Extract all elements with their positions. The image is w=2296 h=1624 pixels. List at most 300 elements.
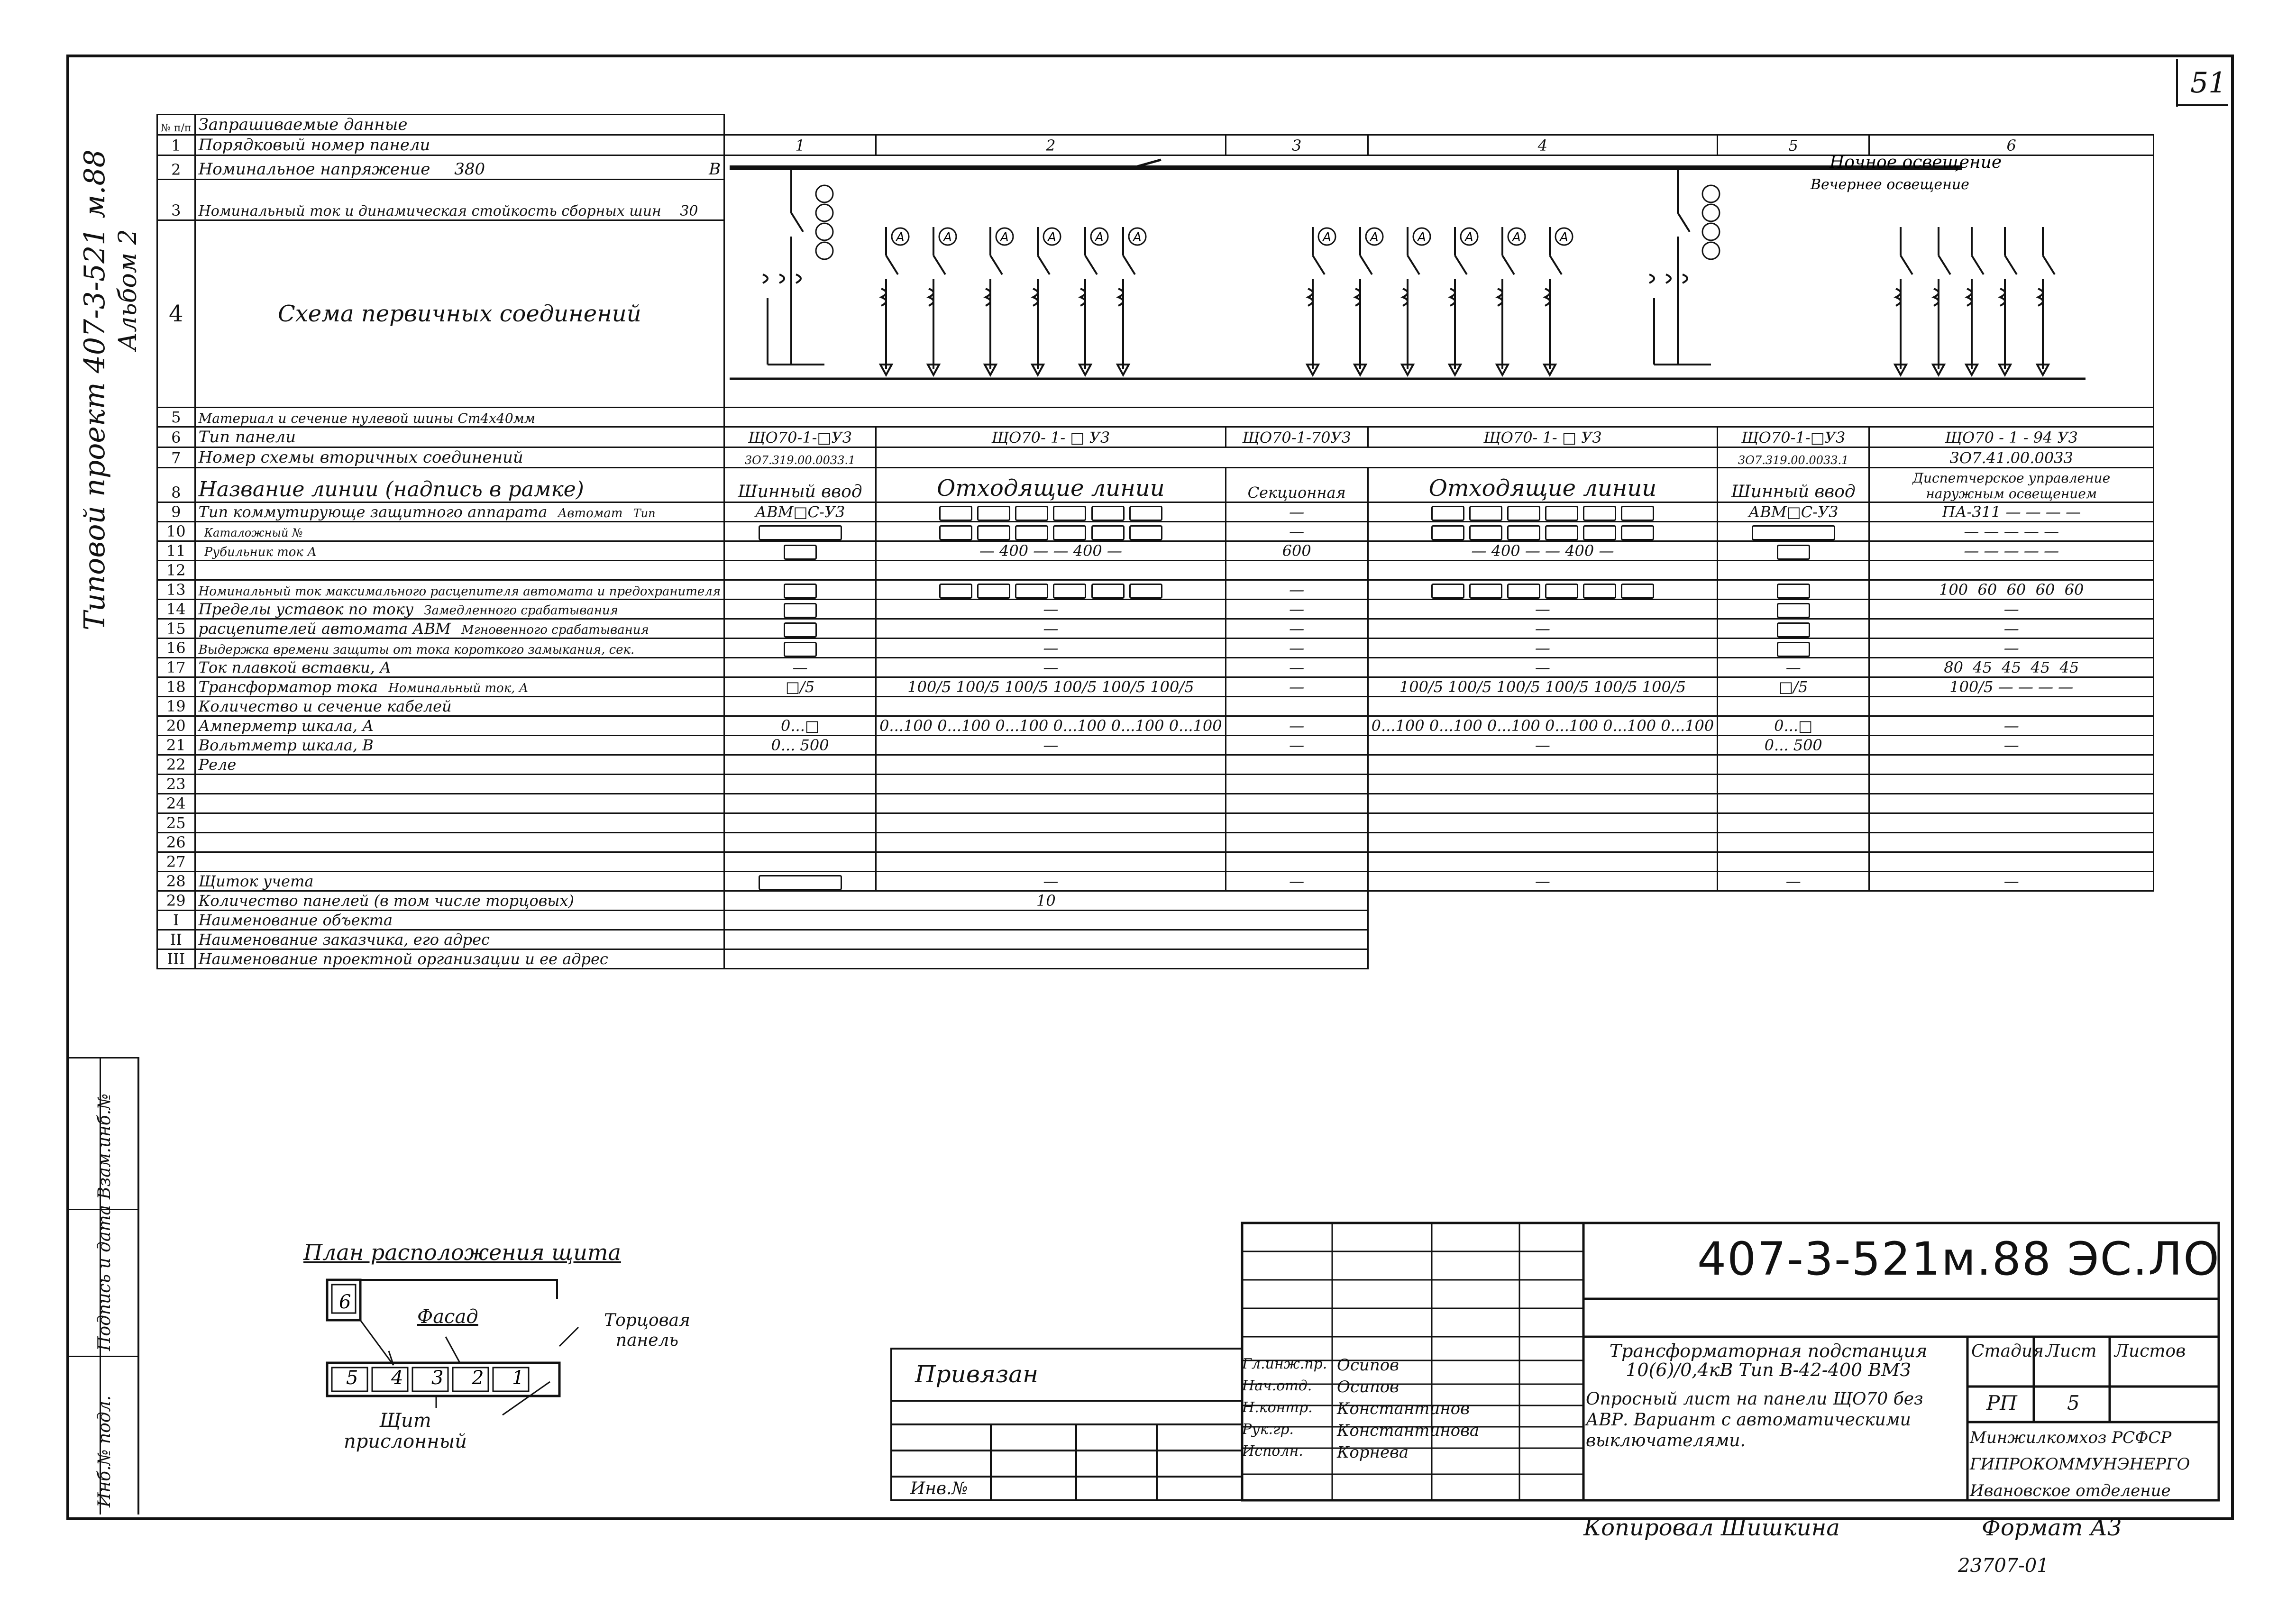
ammeter-label: A bbox=[943, 230, 952, 245]
blank-field bbox=[977, 584, 1010, 599]
row-label bbox=[195, 155, 724, 180]
row-label-text: Количество и сечение кабелей bbox=[198, 697, 452, 715]
header-label: Запрашиваемые данные bbox=[195, 115, 724, 135]
signatory-name: Константинов bbox=[1337, 1399, 1470, 1418]
cell-value: 60 bbox=[2035, 581, 2055, 599]
row-label-text: Ток плавкой вставки, А bbox=[198, 658, 392, 676]
strip-label-signature: Подпись и дата bbox=[95, 1205, 114, 1351]
table-row bbox=[157, 891, 2154, 911]
bottom-number: 23707-01 bbox=[1958, 1555, 2049, 1577]
ammeter-label: A bbox=[1095, 230, 1104, 245]
cell-value: 0...100 bbox=[1169, 717, 1222, 735]
plan-panel-number: 2 bbox=[472, 1367, 484, 1389]
table-row bbox=[157, 775, 2154, 794]
incomer-symbol bbox=[763, 168, 833, 365]
row-num: 17 bbox=[157, 658, 195, 677]
cell-value: 600 bbox=[1282, 542, 1311, 560]
feeder-symbol bbox=[880, 227, 909, 375]
blank-field bbox=[1431, 506, 1464, 521]
cell-value: 0...100 bbox=[1545, 717, 1598, 735]
row-label bbox=[195, 813, 724, 833]
row-label bbox=[195, 639, 724, 658]
ammeter-label: A bbox=[896, 230, 905, 245]
blank-field bbox=[759, 875, 842, 890]
scheme-feeders bbox=[763, 168, 2055, 375]
document-code: 407-3-521м.88 ЭС.ЛО bbox=[1697, 1232, 2220, 1286]
ammeter-label: A bbox=[1370, 230, 1379, 245]
cell-value: 80 bbox=[1944, 658, 1963, 676]
blank-field bbox=[1507, 506, 1540, 521]
row-sublabel: Автомат bbox=[558, 506, 623, 520]
table-row: 10 Каталожный № — — — — — — bbox=[157, 522, 2154, 541]
feeder-symbol bbox=[1354, 227, 1383, 375]
signatory-role: Исполн. bbox=[1242, 1443, 1303, 1460]
blank-field bbox=[1777, 603, 1810, 618]
panel-type: ЩО70-1-70У3 bbox=[1226, 427, 1368, 447]
cell-value: 45 bbox=[2059, 658, 2079, 676]
blank-field bbox=[1469, 525, 1502, 540]
blank-field bbox=[1053, 525, 1086, 540]
row-num: 18 bbox=[157, 677, 195, 697]
cell-value: ПА-311 bbox=[1942, 503, 2001, 521]
stage-value: РП bbox=[1986, 1391, 2017, 1414]
voltage-unit: В bbox=[709, 159, 721, 179]
row-label bbox=[195, 852, 724, 872]
current-value: 30 bbox=[680, 203, 698, 220]
organization: Минжилкомхоз РСФСР ГИПРОКОММУНЭНЕРГО Ивановское отделение bbox=[1970, 1428, 2190, 1500]
plan-panel-number: 3 bbox=[431, 1367, 444, 1389]
row-num: 20 bbox=[157, 716, 195, 736]
panel-type: ЩО70- 1- □ У3 bbox=[876, 427, 1226, 447]
row-label bbox=[195, 619, 724, 639]
blank-field bbox=[784, 642, 817, 657]
row-label-text: Номинальный ток и динамическая стойкость сборных шин bbox=[198, 203, 661, 220]
panel-type: ЩО70- 1- □ У3 bbox=[1368, 427, 1718, 447]
cell-value: 100/5 bbox=[907, 678, 951, 696]
row-label bbox=[195, 541, 724, 561]
object-title: Трансформаторная подстанция 10(6)/0,4кВ Тип В-42-400 ВМЗ bbox=[1609, 1341, 1928, 1380]
row-num: 16 bbox=[157, 639, 195, 658]
blank-field bbox=[784, 545, 817, 560]
signatory-role: Нач.отд. bbox=[1242, 1378, 1312, 1394]
cell-value: 100/5 bbox=[1399, 678, 1444, 696]
row-num: 19 bbox=[157, 697, 195, 716]
cell-value: 100/5 bbox=[1642, 678, 1686, 696]
blank-field bbox=[1777, 642, 1810, 657]
blank-field bbox=[1129, 506, 1162, 521]
cell-value: 0...100 bbox=[995, 717, 1049, 735]
panel-number: 3 bbox=[1226, 135, 1368, 155]
cell-value: 60 bbox=[1977, 581, 1997, 599]
line-name: Шинный ввод bbox=[1718, 468, 1869, 502]
sheets-header: Листов bbox=[2114, 1341, 2186, 1361]
cell-value: 0...100 bbox=[1371, 717, 1425, 735]
row-label-text: Трансформатор тока bbox=[198, 678, 378, 696]
plan-facade-label: Фасад bbox=[417, 1306, 478, 1328]
plan-panel-number: 6 bbox=[339, 1291, 351, 1313]
voltage-value: 380 bbox=[454, 159, 485, 179]
table-row: 21 Вольтметр шкала, В 0... 500 — — — 0... 500 — bbox=[157, 736, 2154, 755]
table-row: 20 Амперметр шкала, А 0...□ 0...100 0...100 0...100 0...100 0...100 0...100 — 0...100 0...100 0...100 0...100 0...100 0...100 0...□ — bbox=[157, 716, 2154, 736]
cell-value: 0...100 bbox=[937, 717, 991, 735]
primary-scheme-drawing bbox=[725, 153, 2095, 402]
row-label bbox=[195, 600, 724, 619]
plan-panel-number: 5 bbox=[346, 1367, 358, 1389]
row-label: Название линии (надпись в рамке) bbox=[195, 468, 724, 502]
row-label-text: Номинальное напряжение bbox=[198, 159, 430, 179]
cell-value: 60 bbox=[2064, 581, 2084, 599]
blank-field bbox=[939, 525, 972, 540]
cell-value: 0... 500 bbox=[1764, 736, 1822, 754]
signatory-name: Осипов bbox=[1337, 1356, 1399, 1375]
cell-value: 100/5 bbox=[1005, 678, 1049, 696]
line-name: Секционная bbox=[1226, 468, 1368, 502]
cell-value: 100/5 bbox=[956, 678, 1000, 696]
blank-field bbox=[784, 584, 817, 599]
secondary-scheme: 3О7.319.00.0033.1 bbox=[1718, 447, 1869, 468]
questionnaire-table bbox=[156, 114, 2154, 969]
row-label-text: Наименование объекта bbox=[198, 911, 393, 929]
row-label bbox=[195, 949, 724, 969]
cell-value: 0...100 bbox=[879, 717, 933, 735]
signatory-name: Осипов bbox=[1337, 1378, 1399, 1396]
blank-field bbox=[1129, 525, 1162, 540]
plan-title: План расположения щита bbox=[303, 1240, 621, 1265]
row-label bbox=[195, 755, 724, 775]
blank-field bbox=[1777, 622, 1810, 638]
table-row: 18 Трансформатор тока Номинальный ток, А □/5 100/5 100/5 100/5 100/5 100/5 100/5 — 100/5 100/5 100/5 100/5 100/5 100/5 □/5 100/5 — — — — bbox=[157, 677, 2154, 697]
row-num: 22 bbox=[157, 755, 195, 775]
blank-field bbox=[1091, 584, 1125, 599]
table-row: 28 Щиток учета — — — — — bbox=[157, 872, 2154, 891]
line-name: Шинный ввод bbox=[724, 468, 876, 502]
cell-value: 100/5 bbox=[1053, 678, 1097, 696]
feeder-symbol bbox=[985, 227, 1013, 375]
table-row bbox=[157, 755, 2154, 775]
table-row: 14 Пределы уставок по току Замедленного срабатывания — — — — bbox=[157, 600, 2154, 619]
cell-value: 45 bbox=[2031, 658, 2050, 676]
row-label bbox=[195, 833, 724, 852]
panel-number: 2 bbox=[876, 135, 1226, 155]
page-number: 51 bbox=[2190, 66, 2227, 100]
cell-value: □/5 bbox=[1779, 678, 1808, 696]
table-row bbox=[157, 833, 2154, 852]
blank-field bbox=[1507, 525, 1540, 540]
panel-count bbox=[724, 891, 1368, 911]
blank-field bbox=[759, 525, 842, 540]
row-label-text: Пределы уставок по току bbox=[198, 600, 414, 618]
blank-field bbox=[1777, 545, 1810, 560]
row-sublabel: Номинальный ток, А bbox=[388, 681, 529, 695]
blank-field bbox=[977, 525, 1010, 540]
blank-field bbox=[1469, 584, 1502, 599]
row-num: 4 bbox=[157, 220, 195, 408]
cell-value: 100/5 bbox=[1496, 678, 1540, 696]
side-title-line1: Типовой проект 407-3-521 м.88 bbox=[78, 149, 111, 630]
signatory-name: Корнева bbox=[1337, 1443, 1409, 1462]
blank-field bbox=[1777, 584, 1810, 599]
sheet-value: 5 bbox=[2067, 1391, 2080, 1414]
row-label bbox=[195, 502, 724, 522]
feeder-symbol bbox=[1895, 227, 1912, 375]
row-label bbox=[195, 179, 724, 220]
cell-value: 45 bbox=[2002, 658, 2022, 676]
panel-number: 1 bbox=[724, 135, 876, 155]
row-label bbox=[195, 697, 724, 716]
secondary-scheme: 3О7.41.00.0033 bbox=[1869, 447, 2154, 468]
row-num: 14 bbox=[157, 600, 195, 619]
row-label: Номер схемы вторичных соединений bbox=[195, 447, 724, 468]
cell-value: 100/5 bbox=[1949, 678, 1994, 696]
cell-value: 400 bbox=[999, 542, 1029, 560]
row-num: 8 bbox=[157, 468, 195, 502]
feeder-symbol bbox=[1307, 227, 1336, 375]
blank-field bbox=[784, 603, 817, 618]
cell-value: 60 bbox=[2006, 581, 2026, 599]
cell-value: 100/5 bbox=[1593, 678, 1637, 696]
table-row bbox=[157, 852, 2154, 872]
blank-field bbox=[939, 506, 972, 521]
feeder-symbol bbox=[2037, 227, 2055, 375]
panel-number: 5 bbox=[1718, 135, 1869, 155]
cell-value: 0...□ bbox=[1774, 717, 1813, 735]
incomer-symbol bbox=[1649, 168, 1720, 365]
blank-field bbox=[1621, 525, 1654, 540]
row-num: 3 bbox=[157, 179, 195, 220]
row-label bbox=[195, 736, 724, 755]
copied-by: Копировал Шишкина bbox=[1583, 1515, 1840, 1541]
cell-value: 0...□ bbox=[781, 717, 820, 735]
row-label-text: Реле bbox=[198, 756, 237, 774]
row-num: 12 bbox=[157, 561, 195, 580]
plan-panel-number: 1 bbox=[512, 1367, 524, 1389]
blank-field bbox=[1545, 584, 1578, 599]
row-num: 15 bbox=[157, 619, 195, 639]
blank-field bbox=[1015, 525, 1048, 540]
row-num: 24 bbox=[157, 794, 195, 813]
feeder-symbol bbox=[1999, 227, 2017, 375]
ammeter-label: A bbox=[1048, 230, 1056, 245]
row-num: 7 bbox=[157, 447, 195, 468]
inventory-label: Инв.№ bbox=[910, 1479, 968, 1498]
row-num: 2 bbox=[157, 155, 195, 180]
feeder-symbol bbox=[1032, 227, 1061, 375]
row-num: 29 bbox=[157, 891, 195, 911]
evening-lighting-label: Вечернее освещение bbox=[1811, 176, 1969, 193]
table-row bbox=[157, 949, 2154, 969]
ammeter-label: A bbox=[1133, 230, 1142, 245]
signatory-role: Гл.инж.пр. bbox=[1242, 1356, 1327, 1372]
table-row bbox=[157, 911, 2154, 930]
row-sublabel: Каталожный № bbox=[204, 526, 303, 539]
table-row bbox=[157, 930, 2154, 949]
signatory-role: Рук.гр. bbox=[1242, 1421, 1294, 1438]
panel-type: ЩО70-1-□У3 bbox=[1718, 427, 1869, 447]
feeder-symbol bbox=[1497, 227, 1525, 375]
cell-value: 400 bbox=[1565, 542, 1594, 560]
privyazan-label: Привязан bbox=[915, 1360, 1039, 1388]
primary-scheme bbox=[724, 155, 2154, 408]
blank-field bbox=[1053, 584, 1086, 599]
row-sublabel: Замедленного срабатывания bbox=[424, 603, 618, 618]
ammeter-label: A bbox=[1323, 230, 1331, 245]
table-row bbox=[157, 697, 2154, 716]
line-name: Отходящие линии bbox=[1368, 468, 1718, 502]
header-num: № п/п bbox=[157, 115, 195, 135]
row-label bbox=[195, 561, 724, 580]
blank-field bbox=[1053, 506, 1086, 521]
sheet-title: Опросный лист на панели ЩО70 без АВР. Вариант с автоматическими выключателями. bbox=[1586, 1389, 1923, 1451]
row-num: 6 bbox=[157, 427, 195, 447]
row-num: 21 bbox=[157, 736, 195, 755]
cell-value: 100 bbox=[1939, 581, 1968, 599]
ammeter-label: A bbox=[1560, 230, 1568, 245]
blank-field bbox=[1091, 506, 1125, 521]
line-name: Диспетчерское управление наружным освещением bbox=[1869, 468, 2154, 502]
blank-field bbox=[1545, 525, 1578, 540]
row-label bbox=[195, 220, 724, 408]
plan-end-panel-label: Торцовая панель bbox=[604, 1311, 690, 1350]
row-label-text: Номинальный ток максимального расцепителя автомата и предохранителя bbox=[198, 584, 721, 599]
cell-value: АВМ□С-У3 bbox=[1748, 503, 1839, 521]
row-sublabel: Мгновенного срабатывания bbox=[461, 623, 649, 637]
cell-value: □/5 bbox=[785, 678, 815, 696]
row-label bbox=[195, 775, 724, 794]
blank-field bbox=[784, 622, 817, 638]
blank-field bbox=[1091, 525, 1125, 540]
ammeter-label: A bbox=[1418, 230, 1426, 245]
cell-value: 0...100 bbox=[1487, 717, 1540, 735]
stage-header: Стадия bbox=[1971, 1341, 2044, 1361]
table-row: 9 Тип коммутирующе защитного аппарата Автомат Тип АВМ□С-У3 — АВМ□С-У3 ПА-311 — — — — bbox=[157, 502, 2154, 522]
table-row: 16 Выдержка времени защиты от тока короткого замыкания, сек. — — — — bbox=[157, 639, 2154, 658]
row-sublabel: Тип bbox=[633, 507, 656, 520]
row-num: III bbox=[157, 949, 195, 969]
cell-value: 0...100 bbox=[1429, 717, 1482, 735]
format-label: Формат А3 bbox=[1982, 1515, 2122, 1541]
row-label-text: Количество панелей (в том числе торцовых) bbox=[198, 892, 574, 910]
signatory-name: Константинова bbox=[1337, 1421, 1480, 1440]
blank-field bbox=[1015, 584, 1048, 599]
blank-field bbox=[1621, 584, 1654, 599]
panel-number: 4 bbox=[1368, 135, 1718, 155]
feeder-symbol bbox=[1402, 227, 1430, 375]
feeder-symbol bbox=[1933, 227, 1950, 375]
row-label-text: Амперметр шкала, А bbox=[198, 717, 374, 735]
table-row bbox=[157, 794, 2154, 813]
cell-value: 400 bbox=[1491, 542, 1520, 560]
blank-field bbox=[1583, 525, 1616, 540]
row-label bbox=[195, 872, 724, 891]
row-label bbox=[195, 891, 724, 911]
strip-label-replace: Взам.инб.№ bbox=[95, 1093, 114, 1199]
night-lighting-label: Ночное освещение bbox=[1829, 153, 2002, 172]
cell-value: 0...100 bbox=[1661, 717, 1714, 735]
ammeter-label: A bbox=[1000, 230, 1009, 245]
row-label-text: Выдержка времени защиты от тока короткого замыкания, сек. bbox=[198, 643, 635, 657]
row-num: 1 bbox=[157, 135, 195, 155]
row-label: Материал и сечение нулевой шины Ст4х40мм bbox=[195, 408, 724, 427]
feeder-symbol bbox=[1966, 227, 1984, 375]
sheet-header: Лист bbox=[2046, 1341, 2097, 1361]
row-label bbox=[195, 930, 724, 949]
cell-value: 100/5 bbox=[1448, 678, 1492, 696]
row-num: 23 bbox=[157, 775, 195, 794]
row-label bbox=[195, 522, 724, 541]
row-label-text: Наименование проектной организации и ее адрес bbox=[198, 950, 608, 968]
blank-field bbox=[1621, 506, 1654, 521]
table-row: 13 Номинальный ток максимального расцепителя автомата и предохранителя — 100 60 60 60 60 bbox=[157, 580, 2154, 600]
blank-field bbox=[1431, 584, 1464, 599]
row-sublabel: Рубильник ток А bbox=[204, 545, 317, 559]
row-label bbox=[195, 677, 724, 697]
row-label-text: Тип коммутирующе защитного аппарата bbox=[198, 503, 548, 521]
table-row bbox=[157, 813, 2154, 833]
cell-value: 0... 500 bbox=[771, 736, 829, 754]
blank-field bbox=[977, 506, 1010, 521]
plan-panel-number: 4 bbox=[391, 1367, 403, 1389]
ammeter-label: A bbox=[1465, 230, 1473, 245]
cell-value: 100/5 bbox=[1150, 678, 1194, 696]
row-num: 11 bbox=[157, 541, 195, 561]
row-num: 9 bbox=[157, 502, 195, 522]
feeder-symbol bbox=[1449, 227, 1478, 375]
strip-label-inventory: Инб.№ подл. bbox=[95, 1395, 114, 1507]
row-num: 26 bbox=[157, 833, 195, 852]
blank-field bbox=[1431, 525, 1464, 540]
cell-value: 0...100 bbox=[1053, 717, 1107, 735]
table-row bbox=[157, 561, 2154, 580]
row-label-text: Схема первичных соединений bbox=[277, 301, 641, 328]
ammeter-label: A bbox=[1512, 230, 1521, 245]
cell-value: 0...100 bbox=[1603, 717, 1656, 735]
panel-type: ЩО70-1-□У3 bbox=[724, 427, 876, 447]
cell-value: 100/5 bbox=[1101, 678, 1146, 696]
table-row: 11 Рубильник ток А — 400 — — 400 — 600 — 400 — — 400 — — — — — — bbox=[157, 541, 2154, 561]
row-label bbox=[195, 911, 724, 930]
row-num: 10 bbox=[157, 522, 195, 541]
blank-field bbox=[1583, 584, 1616, 599]
feeder-symbol bbox=[1117, 227, 1146, 375]
side-title-line2: Альбом 2 bbox=[114, 229, 142, 351]
row-num: 28 bbox=[157, 872, 195, 891]
secondary-scheme: 3О7.319.00.0033.1 bbox=[724, 447, 876, 468]
blank-field bbox=[1469, 506, 1502, 521]
cell-value: 10 bbox=[1036, 892, 1056, 910]
signatory-role: Н.контр. bbox=[1242, 1399, 1313, 1416]
row-label bbox=[195, 658, 724, 677]
blank-field bbox=[1583, 506, 1616, 521]
table-row: 15 расцепителей автомата АВМ Мгновенного срабатывания — — — — bbox=[157, 619, 2154, 639]
blank-field bbox=[1015, 506, 1048, 521]
cell-value: 400 bbox=[1073, 542, 1102, 560]
row-label-text: расцепителей автомата АВМ bbox=[198, 620, 451, 638]
panel-number: 6 bbox=[1869, 135, 2154, 155]
feeder-symbol bbox=[1079, 227, 1108, 375]
row-label-text: Наименование заказчика, его адрес bbox=[198, 931, 490, 949]
feeder-symbol bbox=[1544, 227, 1573, 375]
cell-value: 100/5 bbox=[1545, 678, 1589, 696]
row-label-text: Вольтметр шкала, В bbox=[198, 736, 374, 754]
blank-field bbox=[1752, 525, 1835, 540]
table-row: 17 Ток плавкой вставки, А — — — — — 80 45 45 45 45 bbox=[157, 658, 2154, 677]
feeder-symbol bbox=[928, 227, 956, 375]
blank-field bbox=[1507, 584, 1540, 599]
row-num: 13 bbox=[157, 580, 195, 600]
cell-value: АВМ□С-У3 bbox=[755, 503, 845, 521]
row-label bbox=[195, 580, 724, 600]
row-num: I bbox=[157, 911, 195, 930]
